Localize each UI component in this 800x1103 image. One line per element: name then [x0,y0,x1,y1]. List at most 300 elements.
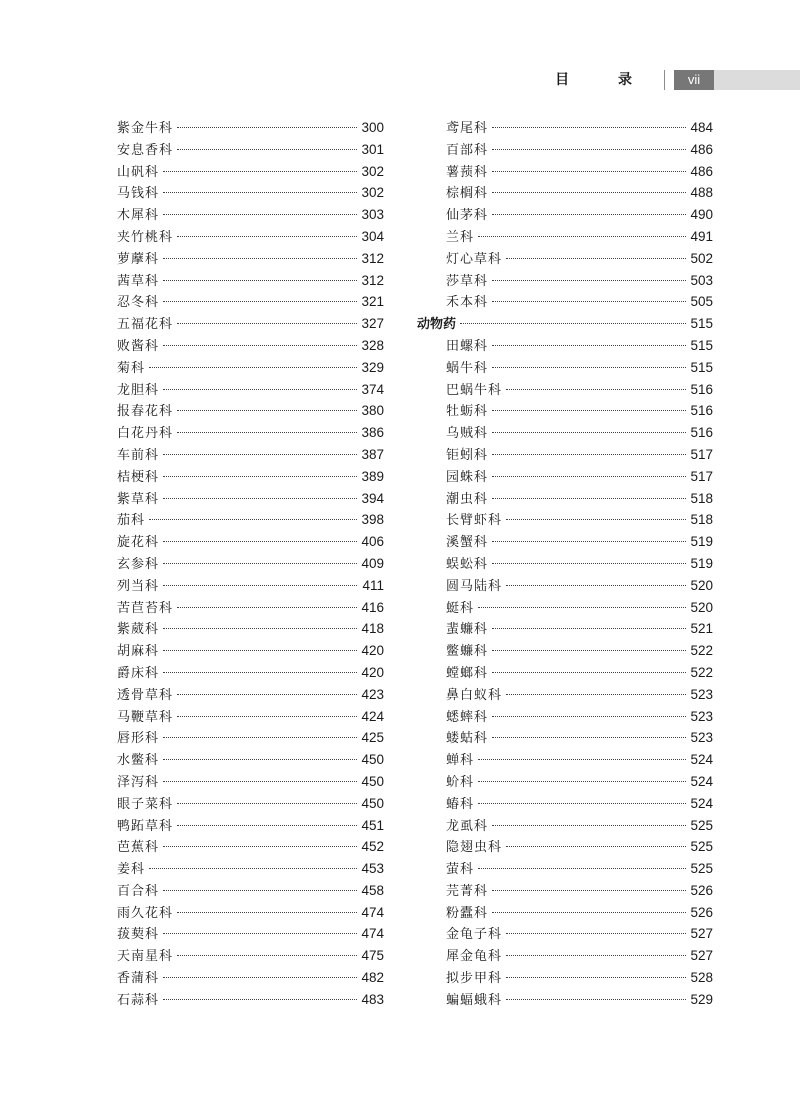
dot-leader [177,149,357,150]
toc-entry-page: 394 [361,490,384,506]
dot-leader [163,737,357,738]
toc-entry-page: 516 [690,381,713,397]
toc-entry[interactable] [117,902,384,924]
toc-entry-label: 忍冬科 [117,295,160,311]
toc-entry[interactable] [117,771,384,793]
toc-entry[interactable] [117,880,384,902]
toc-entry[interactable] [417,815,713,837]
dot-leader [163,214,357,215]
toc-entry[interactable] [417,727,713,749]
dot-leader [506,389,686,390]
toc-entry[interactable] [417,597,713,619]
toc-entry[interactable] [117,117,384,139]
toc-entry[interactable] [117,836,384,858]
toc-entry-label: 巴蜗牛科 [446,382,503,398]
toc-entry-label: 败酱科 [117,338,160,354]
toc-entry[interactable] [117,139,384,161]
dot-leader [177,803,357,804]
toc-entry-page: 523 [690,708,713,724]
toc-entry[interactable] [117,182,384,204]
toc-entry-label: 芫菁科 [446,883,489,899]
toc-entry[interactable] [417,291,713,313]
toc-entry-page: 517 [690,468,713,484]
toc-entry-label: 薯蓣科 [446,164,489,180]
dot-leader [177,694,357,695]
toc-entry[interactable] [117,989,384,1011]
toc-entry[interactable] [117,357,384,379]
toc-entry-page: 387 [361,446,384,462]
toc-entry-page: 409 [361,555,384,571]
toc-entry-page: 519 [690,534,713,550]
toc-entry[interactable] [417,400,713,422]
toc-entry-page: 522 [690,643,713,659]
toc-entry[interactable] [417,226,713,248]
dot-leader [177,912,357,913]
dot-leader [492,650,686,651]
toc-entry-label: 姜科 [117,862,146,878]
toc-entry-page: 516 [690,425,713,441]
dot-leader [492,563,686,564]
toc-entry-page: 302 [361,163,384,179]
dot-leader [163,541,357,542]
toc-entry[interactable] [417,422,713,444]
dot-leader [506,977,686,978]
toc-entry[interactable] [117,553,384,575]
toc-entry-label: 马鞭草科 [117,709,174,725]
dot-leader [506,999,686,1000]
toc-entry-page: 503 [690,272,713,288]
toc-entry[interactable] [117,640,384,662]
toc-entry-label: 萝藦科 [117,251,160,267]
toc-entry-label: 隐翅虫科 [446,840,503,856]
toc-entry[interactable] [417,379,713,401]
toc-entry-label: 列当科 [117,578,160,594]
dot-leader [492,672,686,673]
toc-column-right [417,117,713,1011]
toc-entry-label: 唇形科 [117,731,160,747]
toc-entry-page: 453 [361,861,384,877]
toc-entry-label: 潮虫科 [446,491,489,507]
toc-entry[interactable] [117,945,384,967]
dot-leader [478,236,686,237]
toc-entry[interactable] [417,139,713,161]
toc-entry-page: 527 [690,926,713,942]
toc-entry-page: 312 [361,250,384,266]
toc-entry-label: 五福花科 [117,317,174,333]
toc-entry[interactable] [117,575,384,597]
dot-leader [163,389,357,390]
toc-entry-label: 鼻白蚁科 [446,687,503,703]
toc-entry-label: 菊科 [117,360,146,376]
dot-leader [506,519,686,520]
toc-entry[interactable] [417,335,713,357]
dot-leader [177,716,357,717]
dot-leader [163,759,357,760]
toc-entry-page: 515 [690,316,713,332]
toc-entry-label: 动物药 [417,317,457,333]
dot-leader [163,171,357,172]
toc-entry[interactable] [117,291,384,313]
toc-entry-page: 418 [361,621,384,637]
toc-entry-page: 521 [690,621,713,637]
dot-leader [492,476,686,477]
toc-entry[interactable] [117,335,384,357]
dot-leader [163,890,357,891]
dot-leader [163,476,357,477]
dot-leader [506,846,686,847]
dot-leader [163,999,357,1000]
toc-entry-label: 车前科 [117,447,160,463]
toc-entry-page: 423 [361,686,384,702]
dot-leader [177,127,357,128]
toc-entry-page: 301 [361,141,384,157]
toc-entry[interactable] [117,858,384,880]
toc-entry-label: 龙胆科 [117,382,160,398]
toc-entry[interactable] [117,444,384,466]
toc-entry-page: 312 [361,272,384,288]
dot-leader [177,236,357,237]
toc-entry-page: 520 [690,599,713,615]
toc-entry-label: 鸢尾科 [446,121,489,136]
toc-entry-page: 517 [690,446,713,462]
toc-entry-page: 302 [361,185,384,201]
toc-entry-label: 爵床科 [117,665,160,681]
toc-entry[interactable] [417,270,713,292]
dot-leader [177,410,357,411]
toc-entry-page: 524 [690,795,713,811]
toc-entry-page: 515 [690,337,713,353]
toc-entry-label: 茄科 [117,513,146,529]
toc-entry-label: 兰科 [446,229,475,245]
toc-entry[interactable] [117,815,384,837]
toc-entry-label: 鳖蠊科 [446,644,489,660]
toc-entry-page: 525 [690,861,713,877]
dot-leader [149,868,357,869]
toc-entry-page: 488 [690,185,713,201]
toc-entry-page: 518 [690,512,713,528]
toc-entry-page: 523 [690,686,713,702]
toc-entry-label: 蜚蠊科 [446,622,489,638]
toc-entry-label: 萤科 [446,862,475,878]
toc-entry[interactable] [417,749,713,771]
toc-entry[interactable] [417,488,713,510]
dot-leader [163,933,357,934]
toc-entry-page: 450 [361,752,384,768]
dot-leader [163,280,357,281]
toc-entry-page: 420 [361,643,384,659]
toc-entry-label: 蜗牛科 [446,360,489,376]
dot-leader [492,890,686,891]
dot-leader [506,585,686,586]
toc-entry-page: 528 [690,970,713,986]
toc-entry-label: 蝙蝠蛾科 [446,992,503,1008]
toc-entry-label: 蜈蚣科 [446,556,489,572]
toc-entry-label: 胡麻科 [117,644,160,660]
toc-entry-page: 490 [690,207,713,223]
toc-entry[interactable] [117,204,384,226]
dot-leader [177,955,357,956]
toc-entry[interactable] [117,422,384,444]
toc-entry[interactable] [417,204,713,226]
toc-entry[interactable] [117,706,384,728]
dot-leader [492,716,686,717]
toc-entry-page: 406 [361,534,384,550]
dot-leader [478,803,686,804]
dot-leader [492,345,686,346]
toc-entry[interactable] [417,662,713,684]
toc-entry-page: 516 [690,403,713,419]
toc-entry-page: 374 [361,381,384,397]
dot-leader [163,650,357,651]
dot-leader [163,498,357,499]
toc-entry-page: 398 [361,512,384,528]
toc-entry-page: 486 [690,141,713,157]
toc-entry-page: 520 [690,577,713,593]
toc-entry[interactable] [117,793,384,815]
dot-leader [163,301,357,302]
toc-entry-label: 棕榈科 [446,186,489,202]
toc-entry-page: 425 [361,730,384,746]
dot-leader [492,825,686,826]
dot-leader [163,628,357,629]
dot-leader [163,258,357,259]
toc-entry[interactable] [117,161,384,183]
dot-leader [492,149,686,150]
toc-entry-label: 仙茅科 [446,208,489,224]
toc-entry-page: 524 [690,752,713,768]
toc-entry-page: 389 [361,468,384,484]
toc-entry-label: 紫草科 [117,491,160,507]
toc-entry-label: 灯心草科 [446,251,503,267]
toc-entry-label: 百合科 [117,883,160,899]
toc-entry[interactable] [417,793,713,815]
toc-entry-page: 452 [361,839,384,855]
toc-entry-label: 苦苣苔科 [117,600,174,616]
toc-entry[interactable] [117,618,384,640]
toc-entry-label: 园蛛科 [446,469,489,485]
toc-entry[interactable] [117,379,384,401]
toc-entry-label: 茜草科 [117,273,160,289]
toc-entry[interactable] [417,640,713,662]
toc-entry-label: 蝉科 [446,753,475,769]
toc-entry[interactable] [117,727,384,749]
toc-entry[interactable] [417,509,713,531]
toc-entry-label: 蝽科 [446,796,475,812]
dot-leader [177,432,357,433]
toc-entry-label: 紫葳科 [117,622,160,638]
toc-entry-page: 411 [362,577,384,593]
toc-entry[interactable] [117,662,384,684]
toc-entry[interactable] [417,902,713,924]
toc-entry-page: 451 [361,817,384,833]
toc-entry-label: 蚧科 [446,774,475,790]
toc-entry-label: 圆马陆科 [446,578,503,594]
dot-leader [506,955,686,956]
dot-leader [478,607,686,608]
toc-entry-label: 禾本科 [446,295,489,311]
toc-entry-label: 蝼蛄科 [446,731,489,747]
toc-entry[interactable] [117,967,384,989]
dot-leader [460,323,686,324]
toc-entry[interactable] [117,248,384,270]
toc-entry[interactable] [417,248,713,270]
dot-leader [492,192,686,193]
toc-entry-page: 482 [361,970,384,986]
toc-entry[interactable] [117,488,384,510]
toc-entry[interactable] [417,967,713,989]
dot-leader [492,541,686,542]
toc-entry-label: 牡蛎科 [446,404,489,420]
dot-leader [492,280,686,281]
toc-entry-page: 474 [361,904,384,920]
toc-entry-label: 百部科 [446,142,489,158]
dot-leader [163,192,357,193]
toc-entry-page: 526 [690,882,713,898]
toc-entry-label: 拟步甲科 [446,971,503,987]
toc-entry-label: 眼子菜科 [117,796,174,812]
toc-entry-page: 474 [361,926,384,942]
toc-entry-page: 486 [690,163,713,179]
toc-entry[interactable] [117,597,384,619]
toc-entry-label: 菝葜科 [117,927,160,943]
toc-entry-label: 玄参科 [117,556,160,572]
toc-entry[interactable] [417,880,713,902]
toc-entry-label: 田螺科 [446,338,489,354]
toc-entry[interactable] [417,684,713,706]
header-band [714,70,800,90]
toc-entry[interactable] [417,466,713,488]
toc-entry-label: 莎草科 [446,273,489,289]
toc-entry[interactable] [117,749,384,771]
toc-entry[interactable] [417,706,713,728]
toc-entry-label: 雨久花科 [117,905,174,921]
toc-entry-label: 螳螂科 [446,665,489,681]
toc-entry-label: 山矾科 [117,164,160,180]
toc-entry-page: 380 [361,403,384,419]
toc-entry[interactable] [117,313,384,335]
toc-entry[interactable] [417,553,713,575]
toc-entry-page: 526 [690,904,713,920]
toc-entry[interactable] [417,357,713,379]
toc-entry-page: 484 [690,120,713,135]
toc-entry[interactable] [417,989,713,1011]
toc-entry[interactable] [417,771,713,793]
toc-entry[interactable] [117,509,384,531]
page-title: 目 录 [555,72,654,88]
toc-entry-page: 529 [690,991,713,1007]
toc-entry-page: 303 [361,207,384,223]
dot-leader [163,781,357,782]
dot-leader [163,454,357,455]
toc-entry[interactable] [117,684,384,706]
toc-entry-page: 450 [361,773,384,789]
toc-entry-page: 524 [690,773,713,789]
toc-entry-label: 犀金龟科 [446,949,503,965]
toc-entry[interactable] [117,923,384,945]
toc-entry-label: 芭蕉科 [117,840,160,856]
toc-entry[interactable] [417,945,713,967]
toc-entry[interactable] [417,923,713,945]
running-head [0,70,800,90]
toc-entry[interactable] [417,618,713,640]
dot-leader [492,628,686,629]
toc-entry-label: 香蒲科 [117,971,160,987]
toc-entry[interactable] [417,117,713,139]
toc-entry-page: 525 [690,817,713,833]
toc-section-heading[interactable] [417,313,713,335]
dot-leader [163,977,357,978]
toc-entry-label: 安息香科 [117,142,174,158]
toc-entry-label: 木犀科 [117,208,160,224]
toc-entry-label: 石蒜科 [117,992,160,1008]
toc-entry[interactable] [417,182,713,204]
toc-entry-page: 515 [690,359,713,375]
toc-entry-label: 白花丹科 [117,426,174,442]
dot-leader [163,563,357,564]
dot-leader [506,933,686,934]
toc-entry-label: 粉蠹科 [446,905,489,921]
toc-entry-page: 475 [361,948,384,964]
dot-leader [478,868,686,869]
toc-entry-page: 327 [361,316,384,332]
toc-column-left [117,117,384,1011]
toc-entry[interactable] [417,444,713,466]
toc-entry-page: 522 [690,664,713,680]
toc-entry-label: 泽泻科 [117,774,160,790]
dot-leader [492,498,686,499]
toc-entry-label: 夹竹桃科 [117,229,174,245]
toc-entry-label: 长臂虾科 [446,513,503,529]
toc-entry-page: 518 [690,490,713,506]
toc-entry-page: 329 [361,359,384,375]
toc-entry[interactable] [117,466,384,488]
toc-entry-label: 桔梗科 [117,469,160,485]
toc-entry[interactable] [417,531,713,553]
toc-entry[interactable] [117,400,384,422]
toc-entry[interactable] [117,270,384,292]
dot-leader [492,432,686,433]
toc-entry-page: 458 [361,882,384,898]
toc-entry[interactable] [417,858,713,880]
toc-entry-page: 420 [361,664,384,680]
dot-leader [163,345,357,346]
dot-leader [163,585,357,586]
toc-entry-page: 416 [361,599,384,615]
toc-entry-label: 马钱科 [117,186,160,202]
dot-leader [163,846,357,847]
toc-entry[interactable] [117,531,384,553]
toc-entry[interactable] [417,161,713,183]
dot-leader [478,759,686,760]
toc-entry-page: 505 [690,294,713,310]
page-number-tab: vii [674,70,714,90]
dot-leader [492,737,686,738]
toc-entry-label: 蟋蟀科 [446,709,489,725]
toc-entry-label: 溪蟹科 [446,535,489,551]
toc-entry-label: 天南星科 [117,949,174,965]
dot-leader [492,912,686,913]
dot-leader [177,607,357,608]
toc-entry[interactable] [417,836,713,858]
toc-entry-page: 527 [690,948,713,964]
toc-entry-page: 386 [361,425,384,441]
toc-entry[interactable] [417,575,713,597]
toc-entry-page: 502 [690,250,713,266]
dot-leader [149,519,357,520]
dot-leader [177,323,357,324]
toc-entry[interactable] [117,226,384,248]
toc-entry-page: 519 [690,555,713,571]
